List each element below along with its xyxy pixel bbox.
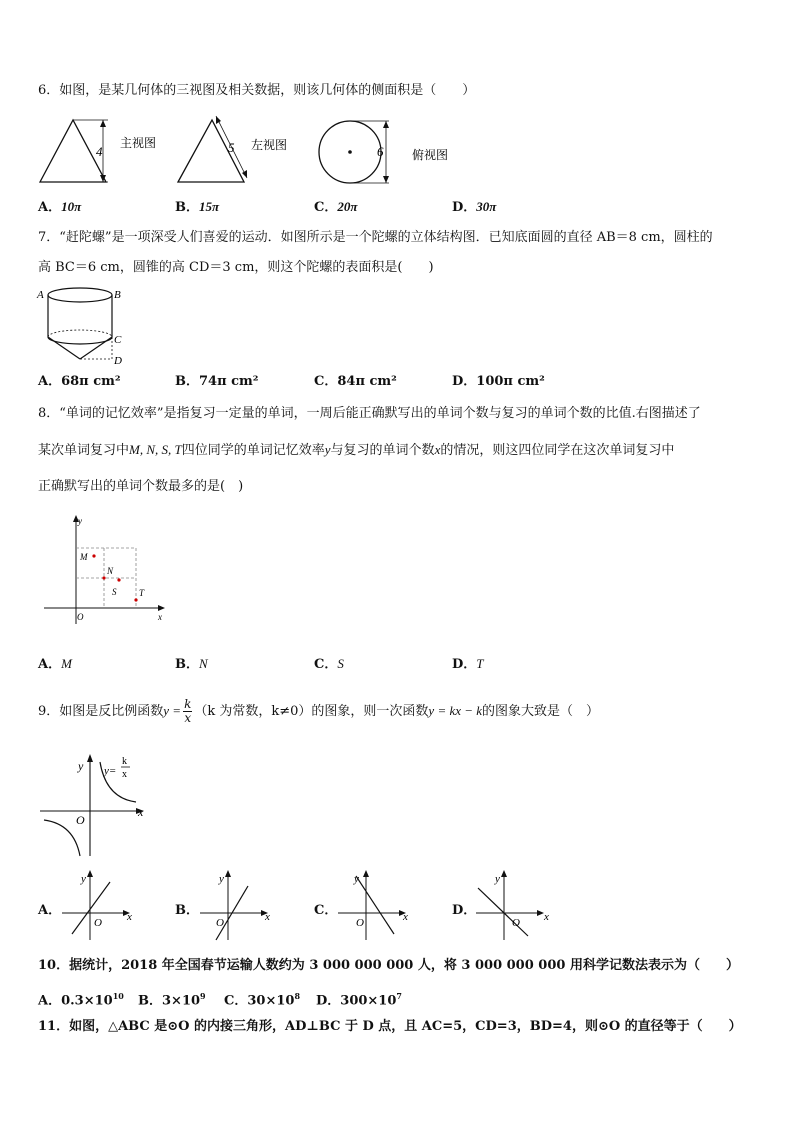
svg-text:O: O: [76, 813, 85, 827]
q10-option-a[interactable]: A．$0.3\times 10^{10}$: [38, 991, 124, 1009]
svg-text:O: O: [216, 917, 224, 929]
hyperbola-branch-2: [44, 820, 80, 856]
q8-efficiency-graph: [40, 512, 170, 630]
q6-option-a[interactable]: A．10π: [38, 199, 82, 215]
svg-text:x: x: [138, 805, 144, 819]
q9-hyperbola-graph: [36, 752, 156, 860]
svg-text:S: S: [112, 587, 117, 597]
q8-stem-line2: 某次单词复习中M, N, S, T四位同学的单词记忆效率y与复习的单词个数x的情况，则这四位同学在这次单词复习中: [38, 442, 675, 458]
q7-option-b[interactable]: B．74π cm²: [175, 374, 259, 389]
svg-text:N: N: [107, 566, 114, 576]
q7-option-c[interactable]: C．84π cm²: [314, 374, 397, 389]
q9-stem: 9．如图是反比例函数y = $\frac{k}{x}$ （k 为常数，k≠0）的图象，则一次函数y = kx − k的图象大致是（ ）: [38, 697, 600, 725]
svg-text:x: x: [544, 911, 549, 923]
svg-text:O: O: [77, 612, 84, 622]
svg-text:x: x: [127, 911, 132, 923]
q8-option-b[interactable]: B．N: [175, 656, 208, 672]
q7-stem-line2: 高 BC＝6 cm，圆锥的高 CD＝3 cm，则这个陀螺的表面积是( ): [38, 260, 434, 275]
q7-option-d[interactable]: D．100π cm²: [452, 374, 545, 389]
svg-text:x: x: [265, 911, 270, 923]
svg-text:y: y: [495, 873, 500, 885]
q6-stem: 6．如图，是某几何体的三视图及相关数据，则该几何体的侧面积是（ ）: [38, 83, 476, 98]
q6-option-b[interactable]: B．15π: [175, 199, 220, 215]
svg-text:x: x: [122, 769, 127, 780]
q7-spinning-top-figure: [34, 284, 134, 368]
svg-text:y: y: [81, 873, 86, 885]
top-dim-label: 6: [377, 144, 384, 159]
q9-option-d-graph[interactable]: [474, 868, 558, 944]
point-n: [102, 576, 105, 579]
svg-text:k: k: [122, 756, 127, 767]
q9-option-a-graph[interactable]: [60, 868, 140, 944]
q9-option-c-graph[interactable]: [336, 868, 416, 944]
q9-option-a-label[interactable]: A．: [38, 903, 62, 918]
q6-three-views: [36, 112, 456, 188]
cylinder-top-ellipse: [48, 288, 112, 302]
q8-option-a[interactable]: A．M: [38, 656, 72, 672]
svg-text:x: x: [403, 911, 408, 923]
svg-text:C: C: [114, 334, 122, 346]
svg-text:y: y: [354, 873, 359, 885]
svg-text:D: D: [114, 355, 122, 367]
point-m: [92, 554, 95, 557]
svg-text:x: x: [158, 612, 162, 622]
q8-stem-line1: 8．“单词的记忆效率”是指复习一定量的单词，一周后能正确默写出的单词个数与复习的单词个数的比值.右图描述了: [38, 406, 701, 421]
q8-option-d[interactable]: D．T: [452, 656, 484, 672]
front-view-label: 主视图: [120, 136, 157, 150]
svg-text:y: y: [78, 759, 84, 773]
q9-option-b-graph[interactable]: [198, 868, 278, 944]
svg-text:O: O: [512, 917, 520, 929]
q7-option-a[interactable]: A．68π cm²: [38, 374, 121, 389]
point-t: [134, 598, 137, 601]
top-view-label: 俯视图: [412, 148, 449, 162]
q11-stem: 11．如图，△ABC 是⊙O 的内接三角形，AD⊥BC 于 D 点，且 AC=5，CD=3，BD=4，则⊙O 的直径等于（ ）: [38, 1019, 742, 1034]
q9-option-d-label[interactable]: D．: [452, 903, 477, 918]
q9-option-b-label[interactable]: B．: [175, 903, 199, 918]
q8-stem-line3: 正确默写出的单词个数最多的是( ): [38, 479, 244, 494]
q6-option-d[interactable]: D．30π: [452, 199, 497, 215]
q6-option-c[interactable]: C．20π: [314, 199, 358, 215]
svg-text:M: M: [80, 552, 88, 562]
svg-text:y: y: [78, 516, 82, 526]
q10-option-b[interactable]: B．$3\times 10^9$: [138, 991, 206, 1009]
svg-text:y: y: [219, 873, 224, 885]
svg-text:O: O: [94, 917, 102, 929]
svg-text:A: A: [37, 289, 44, 301]
q10-stem: 10．据统计，2018 年全国春节运输人数约为 3 000 000 000 人，将 3 000 000 000 用科学记数法表示为（ ）: [38, 958, 739, 973]
svg-text:B: B: [114, 289, 121, 301]
fraction-k-over-x: $\frac{k}{x}$: [184, 697, 192, 725]
svg-text:O: O: [356, 917, 364, 929]
svg-text:T: T: [139, 588, 145, 598]
left-view-label: 左视图: [251, 138, 288, 152]
front-dim-label: 4: [96, 144, 103, 159]
svg-text:y=: y=: [104, 765, 117, 777]
left-dim-label: 5: [228, 140, 235, 155]
q10-option-d[interactable]: D．$300\times 10^7$: [316, 991, 402, 1009]
point-s: [117, 578, 120, 581]
q8-option-c[interactable]: C．S: [314, 656, 344, 672]
q7-stem-line1: 7．“赶陀螺”是一项深受人们喜爱的运动．如图所示是一个陀螺的立体结构图．已知底面圆的直径 AB＝8 cm，圆柱的: [38, 230, 713, 245]
q9-option-c-label[interactable]: C．: [314, 903, 338, 918]
q10-option-c[interactable]: C．$30\times 10^8$: [224, 991, 301, 1009]
